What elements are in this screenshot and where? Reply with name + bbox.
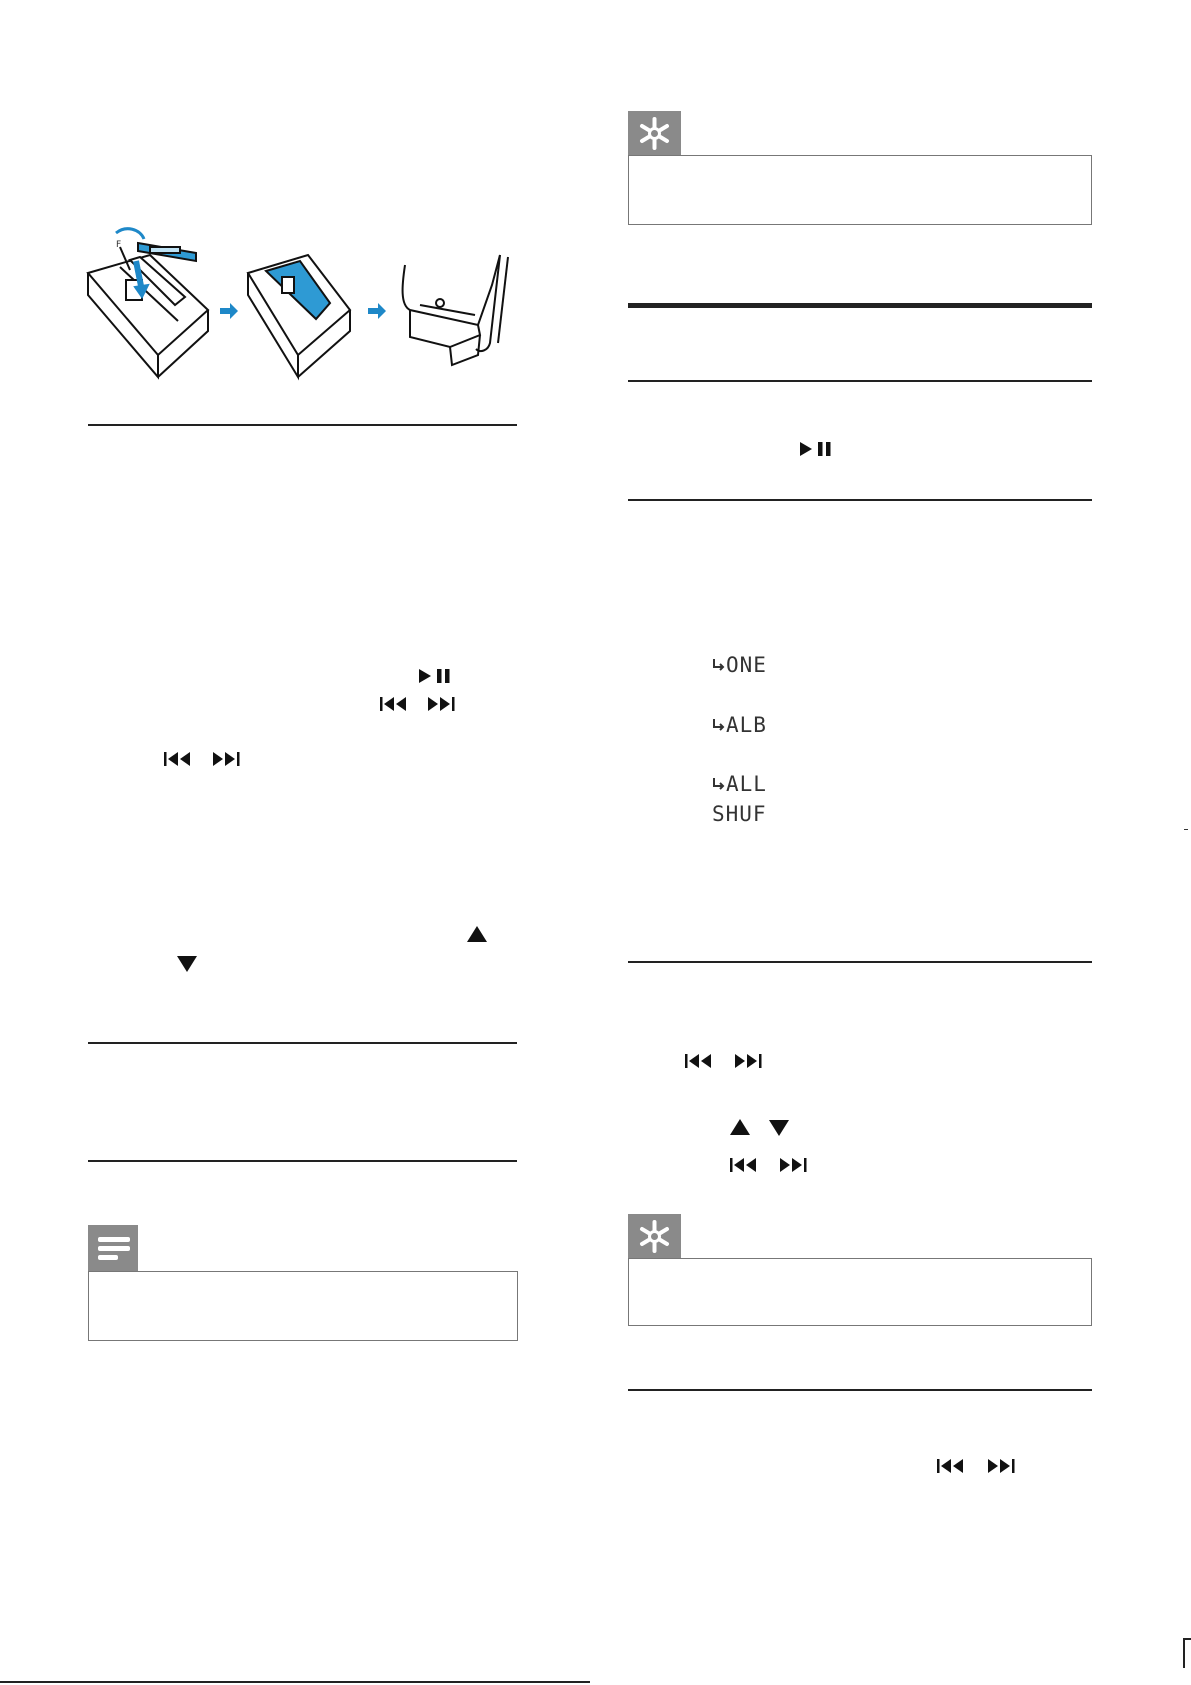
left-section-rule-3	[88, 1160, 517, 1162]
lcd-shuffle: SHUF	[712, 802, 767, 826]
right-edge-bracket	[1183, 1638, 1185, 1668]
triangle-down-icon	[768, 1119, 790, 1137]
dock-step-1	[88, 229, 208, 377]
dock-step-2	[248, 255, 350, 377]
skip-next-icon	[732, 1052, 764, 1070]
note-lines-icon	[88, 1225, 138, 1271]
left-section-rule-1	[88, 424, 517, 426]
dock-step-3	[403, 255, 508, 365]
right-section-rule-2	[628, 499, 1092, 501]
play-pause-icon	[798, 440, 834, 458]
skip-previous-icon	[684, 1052, 716, 1070]
note-box	[88, 1271, 518, 1341]
asterisk-icon	[628, 111, 681, 156]
repeat-arrow-icon	[712, 776, 726, 792]
illustration-label-f: F	[116, 240, 122, 250]
lcd-repeat-all: ALL	[712, 772, 767, 796]
tip-tab-2	[628, 1214, 681, 1259]
note-tab	[88, 1225, 138, 1271]
right-edge-bracket-top	[1183, 1638, 1191, 1640]
right-edge-mark	[1184, 829, 1188, 830]
play-pause-icon	[417, 667, 453, 685]
step-arrow-2	[368, 303, 386, 319]
tip-box-2	[628, 1258, 1092, 1326]
asterisk-icon	[628, 1214, 681, 1259]
triangle-up-icon	[466, 925, 488, 943]
triangle-down-icon	[176, 955, 198, 973]
skip-next-icon	[425, 695, 457, 713]
skip-next-icon	[210, 750, 242, 768]
tip-box-1	[628, 155, 1092, 225]
skip-previous-icon	[729, 1156, 761, 1174]
right-section-rule-1	[628, 380, 1092, 382]
tip-tab-1	[628, 111, 681, 156]
right-section-rule-3	[628, 961, 1092, 963]
bottom-page-rule	[0, 1681, 590, 1683]
right-chapter-rule	[628, 303, 1092, 308]
skip-next-icon	[985, 1457, 1017, 1475]
repeat-arrow-icon	[712, 657, 726, 673]
step-arrow-1	[220, 303, 238, 319]
repeat-arrow-icon	[712, 717, 726, 733]
triangle-up-icon	[729, 1118, 751, 1136]
skip-previous-icon	[379, 695, 411, 713]
skip-previous-icon	[163, 750, 195, 768]
lcd-repeat-one: ONE	[712, 653, 767, 677]
dock-illustration	[80, 225, 540, 390]
lcd-repeat-album: ALB	[712, 713, 767, 737]
skip-previous-icon	[936, 1457, 968, 1475]
left-section-rule-2	[88, 1042, 517, 1044]
skip-next-icon	[777, 1156, 809, 1174]
right-section-rule-4	[628, 1389, 1092, 1391]
